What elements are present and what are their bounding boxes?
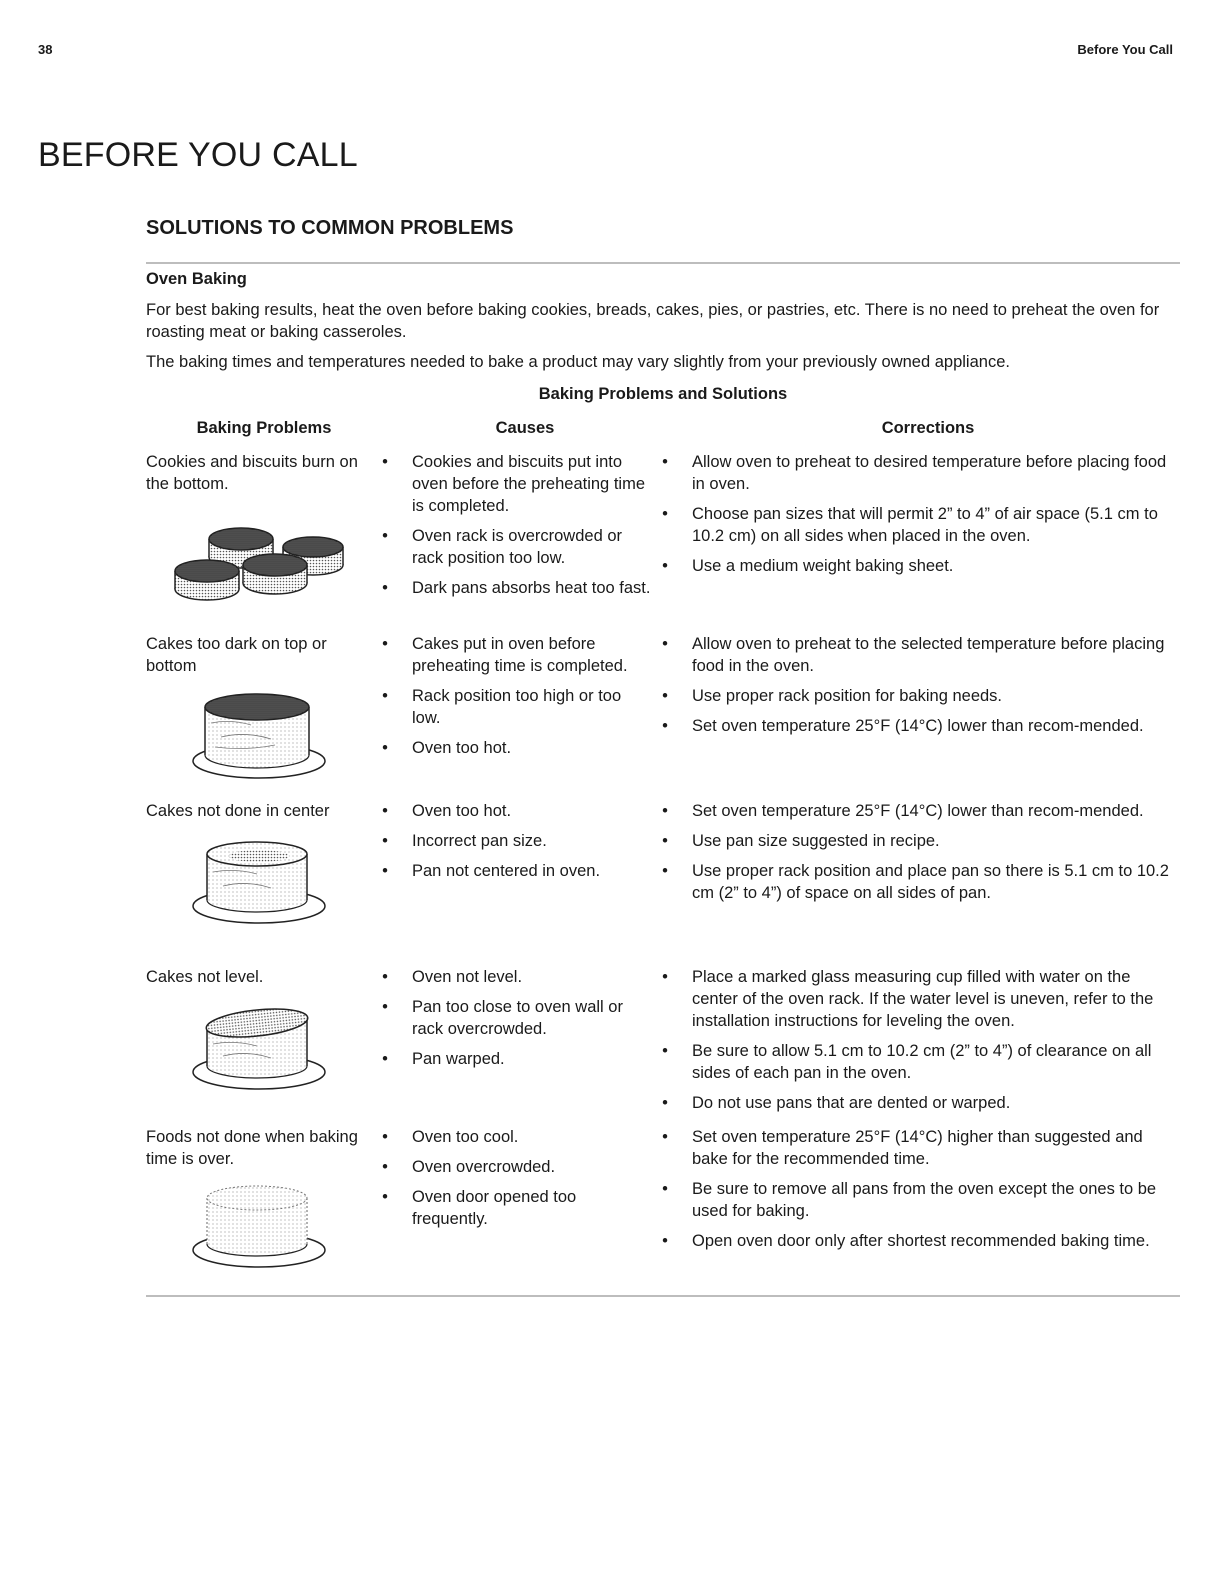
list-item: • Set oven temperature 25°F (14°C) lower than recom-mended. [692,715,1180,737]
corrections-list [662,1126,1180,1260]
column-header-corrections: Corrections [881,419,975,437]
bullet: • [382,1158,388,1176]
bullet: • [382,739,388,757]
running-header: Before You Call [1077,42,1173,57]
bullet: • [382,998,388,1016]
list-item: • Use pan size suggested in recipe. [692,830,1180,852]
list-item: • Oven not level. [412,966,654,988]
list-item: • Allow oven to preheat to desired temperature before placing food in oven. [692,451,1180,495]
table-row [146,1126,1180,1291]
table-row [146,451,1180,621]
list-item: • Use proper rack position for baking needs. [692,685,1180,707]
subsection-title: Oven Baking [146,270,247,288]
intro-paragraph: The baking times and temperatures needed to bake a product may vary slightly from your previously owned appliance. [146,353,1010,371]
page-number: 38 [38,42,53,57]
list-item: • Rack position too high or too low. [412,685,654,729]
bullet: • [662,1042,668,1060]
problem-text: Cakes not done in center [146,802,330,820]
corrections-list [662,966,1180,1122]
bullet: • [662,635,668,653]
section-top-rule [146,262,1180,264]
list-item: • Incorrect pan size. [412,830,654,852]
list-item: • Cookies and biscuits put into oven before the preheating time is completed. [412,451,654,517]
bullet: • [382,1188,388,1206]
list-item: • Be sure to remove all pans from the oven except the ones to be used for baking. [692,1178,1180,1222]
bullet: • [662,687,668,705]
list-item: • Oven too hot. [412,800,654,822]
corrections-list [662,800,1180,912]
bullet: • [662,1232,668,1250]
bullet: • [382,579,388,597]
bullet: • [662,968,668,986]
table-row [146,800,1180,960]
bullet: • [662,453,668,471]
list-item: • Oven too cool. [412,1126,654,1148]
list-item: • Do not use pans that are dented or warped. [692,1092,1180,1114]
list-item: • Allow oven to preheat to the selected temperature before placing food in the oven. [692,633,1180,677]
bullet: • [382,635,388,653]
table-row [146,966,1180,1116]
table-title: Baking Problems and Solutions [538,385,788,403]
bullet: • [662,717,668,735]
bullet: • [662,1128,668,1146]
list-item: • Pan too close to oven wall or rack overcrowded. [412,996,654,1040]
list-item: • Set oven temperature 25°F (14°C) higher than suggested and bake for the recommended time. [692,1126,1180,1170]
list-item: • Open oven door only after shortest recommended baking time. [692,1230,1180,1252]
causes-list [382,1126,654,1238]
list-item: • Use a medium weight baking sheet. [692,555,1180,577]
bullet: • [662,832,668,850]
bullet: • [382,1050,388,1068]
list-item: • Set oven temperature 25°F (14°C) lower than recom-mended. [692,800,1180,822]
list-item: • Place a marked glass measuring cup filled with water on the center of the oven rack. If the water level is uneven, refer to the installation instructions for leveling the oven. [692,966,1180,1032]
bullet: • [382,862,388,880]
column-header-problems: Baking Problems [196,419,332,437]
list-item: • Be sure to allow 5.1 cm to 10.2 cm (2” to 4”) of clearance on all sides of each pan in the oven. [692,1040,1180,1084]
list-item: • Cakes put in oven before preheating time is completed. [412,633,654,677]
corrections-list [662,633,1180,745]
underdone-cake-icon [171,838,341,930]
corrections-list [662,451,1180,585]
uneven-cake-icon [171,1004,341,1096]
bullet: • [662,862,668,880]
causes-list [382,633,654,767]
bullet: • [382,453,388,471]
causes-list [382,451,654,607]
bullet: • [382,832,388,850]
list-item: • Use proper rack position and place pan so there is 5.1 cm to 10.2 cm (2” to 4”) of space on all sides of pan. [692,860,1180,904]
section-title: SOLUTIONS TO COMMON PROBLEMS [146,217,514,239]
problem-text: Cookies and biscuits burn on the bottom. [146,453,358,493]
dark-cake-icon [171,693,341,785]
bullet: • [662,1180,668,1198]
bullet: • [662,802,668,820]
pale-cake-icon [171,1182,341,1274]
table-row [146,633,1180,793]
problem-text: Foods not done when baking time is over. [146,1128,358,1168]
list-item: • Oven overcrowded. [412,1156,654,1178]
page-title: BEFORE YOU CALL [38,136,358,174]
bullet: • [382,687,388,705]
intro-paragraph: For best baking results, heat the oven before baking cookies, breads, cakes, pies, or pastries, etc. There is no need to preheat the oven for roasting meat or baking casseroles. [146,301,1160,341]
list-item: • Pan not centered in oven. [412,860,654,882]
list-item: • Oven door opened too frequently. [412,1186,654,1230]
list-item: • Oven too hot. [412,737,654,759]
problem-text: Cakes too dark on top or bottom [146,635,327,675]
list-item: • Oven rack is overcrowded or rack position too low. [412,525,654,569]
list-item: • Choose pan sizes that will permit 2” to 4” of air space (5.1 cm to 10.2 cm) on all sides when placed in the oven. [692,503,1180,547]
list-item: • Dark pans absorbs heat too fast. [412,577,654,599]
problem-text: Cakes not level. [146,968,264,986]
list-item: • Pan warped. [412,1048,654,1070]
causes-list [382,800,654,890]
cookies-icon [171,517,351,607]
bullet: • [382,1128,388,1146]
bullet: • [662,505,668,523]
bullet: • [662,1094,668,1112]
bullet: • [662,557,668,575]
section-bottom-rule [146,1295,1180,1297]
bullet: • [382,968,388,986]
bullet: • [382,802,388,820]
bullet: • [382,527,388,545]
column-header-causes: Causes [495,419,555,437]
causes-list [382,966,654,1078]
